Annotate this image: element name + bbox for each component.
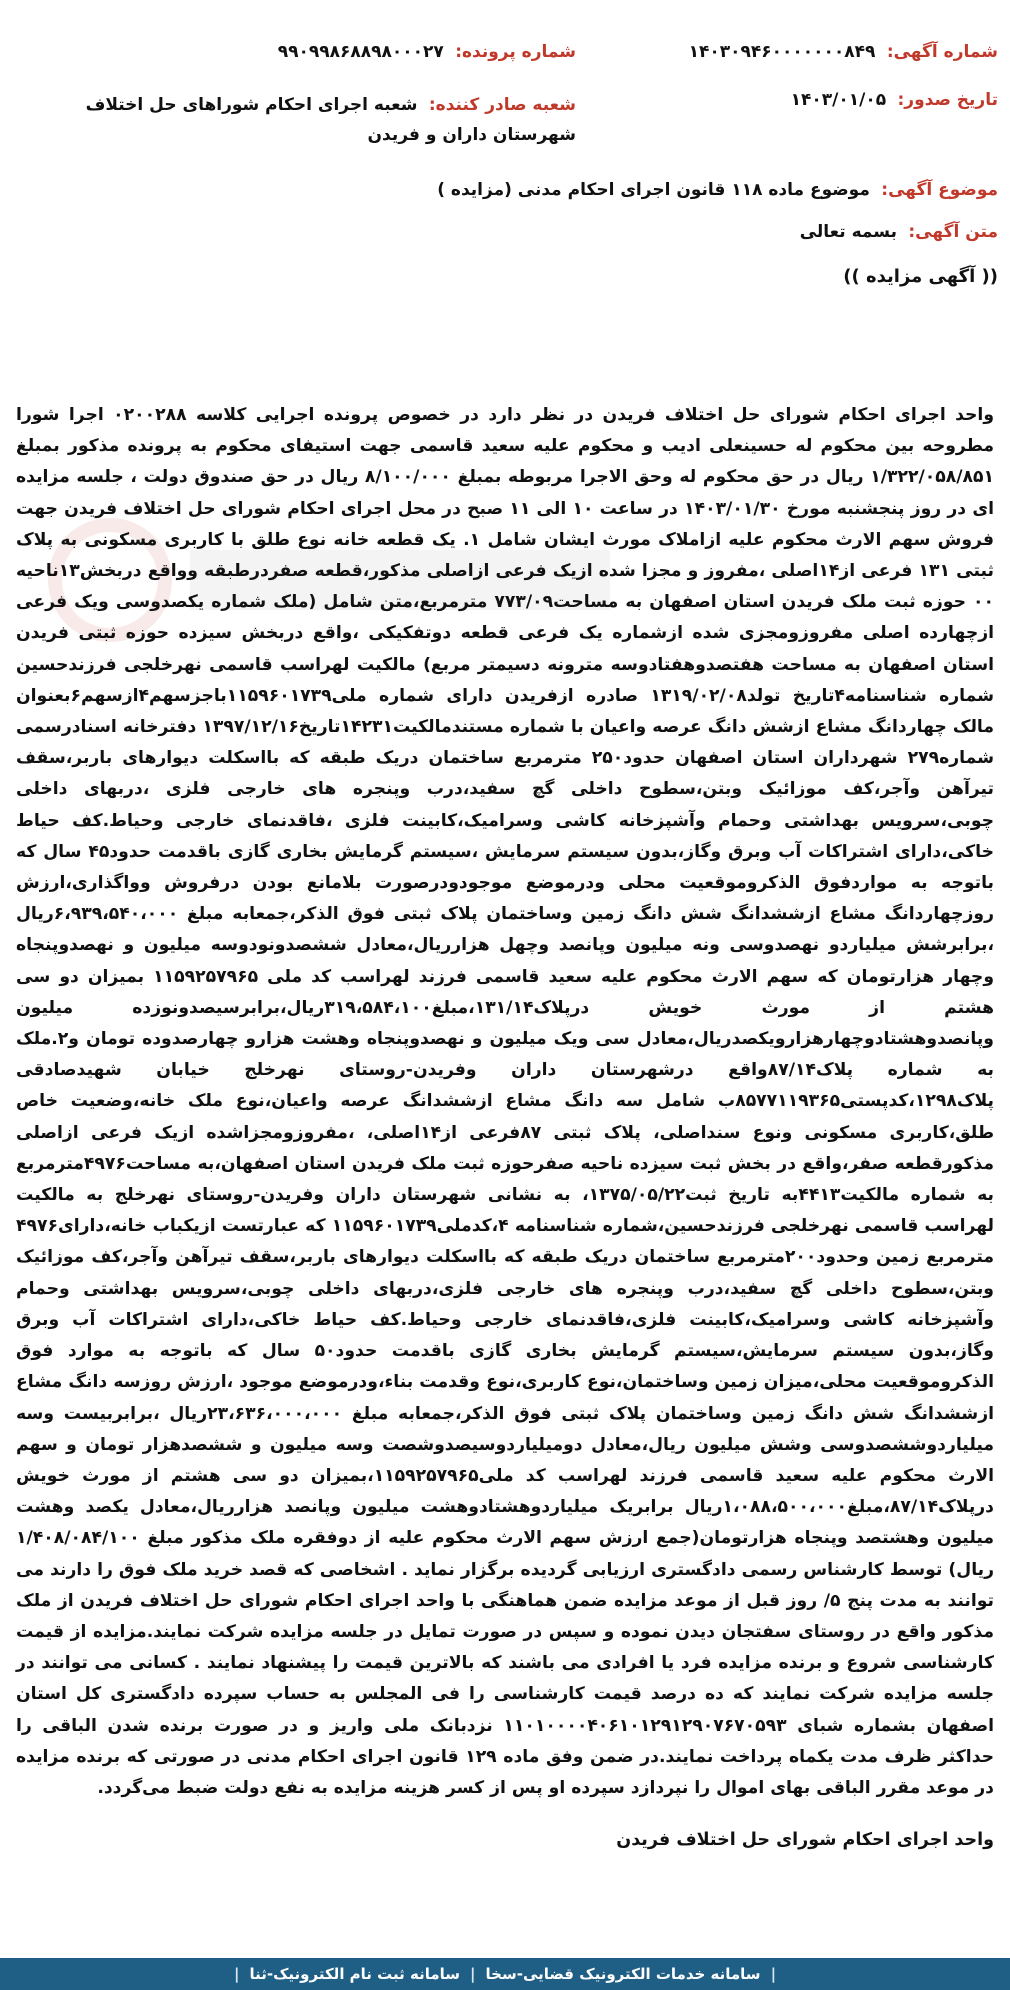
issue-date-row — [791, 90, 998, 110]
notice-body: واحد اجرای احکام شورای حل اختلاف فریدن در نظر دارد در خصوص پرونده اجرایی کلاسه ۰۲۰۰۲۸۸ اجرا شورا مطروحه بین محکوم له حسینعلی ادیب و محکوم علیه سعید قاسمی جهت استیفای محکوم به پرونده مذکور بمبلغ ۱/۳۲۲/۰۵۸/۸۵۱ ریال در حق محکوم له وحق الاجرا مربوطه بمبلغ ۸/۱۰۰/۰۰۰ ریال در حق صندوق دولت ، جلسه مزایده ای در روز پنجشنبه مورخ ۱۴۰۳/۰۱/۳۰ در ساعت ۱۰ الی ۱۱ صبح در محل اجرای احکام شورای حل اختلاف فریدن جهت فروش سهم الارث محکوم علیه ازاملاک مورث ایشان شامل ۱. یک قطعه خانه نوع طلق با کاربری مسکونی به پلاک ثبتی ۱۳۱ فرعی از۱۴اصلی ،مفروز و مجزا شده ازیک فرعی ازاصلی مذکور،قطعه صفردرطبقه وواقع دربخش۱۳ناحیه ۰۰ حوزه ثبت ملک فریدن استان اصفهان به مساحت۷۷۳/۰۹ مترمربع،متن شامل (ملک شماره یکصدوسی ویک فرعی ازچهارده اصلی مفروزومجزی شده ازشماره یک فرعی قطعه دوتفکیکی ،واقع دربخش سیزده حوزه ثبتی فریدن استان اصفهان به مساحت هفتصدوهفتادوسه مترونه دسیمتر مربع) مالکیت لهراسب قاسمی نهرخلجی فرزندحسین شماره شناسنامه۴تاریخ تولد۱۳۱۹/۰۲/۰۸ صادره ازفریدن دارای شماره ملی۱۱۵۹۶۰۱۷۳۹باجزسهم۴ازسهم۶بعنوان مالک چهاردانگ مشاع ازشش دانگ عرصه واعیان با شماره مستندمالکیت۱۴۲۳۱تاریخ۱۳۹۷/۱۲/۱۶ دفترخانه اسنادرسمی شماره۲۷۹ شهرداران استان اصفهان حدود۲۵۰ مترمربع ساختمان دریک طبقه که بااسکلت دیوارهای باربر،سقف تیرآهن وآجر،کف موزائیک وبتن،سطوح داخلی گچ سفید،درب وپنجره های خارجی فلزی ،دربهای داخلی چوبی،سرویس بهداشتی وحمام وآشپزخانه کاشی وسرامیک،کابینت فلزی ،فاقدنمای خارجی وحیاط.کف حیاط خاکی،دارای اشتراکات آب وبرق وگاز،بدون سیستم سرمایش ،سیستم گرمایش بخاری گازی باقدمت حدود۴۵ سال که باتوجه به مواردفوق الذکروموقعیت محلی ودرموضع موجودودرصورت بلامانع بودن درفروش وواگذاری،ارزش روزچهاردانگ مشاع ازششدانگ شش دانگ زمین وساختمان پلاک ثبتی فوق الذکر،جمعابه مبلغ ۶،۹۳۹،۵۴۰،۰۰۰ریال ،برابرشش میلیاردو نهصدوسی ونه میلیون وپانصد وچهل هزارریال،معادل ششصدونودوسه میلیون و نهصدوپنجاه وچهار هزارتومان که سهم الارث محکوم علیه سعید قاسمی فرزند لهراسب کد ملی ۱۱۵۹۲۵۷۹۶۵ بمیزان دو سی هشتم از مورث خویش درپلاک۱۳۱/۱۴،مبلغ۳۱۹،۵۸۴،۱۰۰ریال،برابرسیصدونوزده میلیون وپانصدوهشتادوچهارهزارویکصدریال،معادل سی ویک میلیون و نهصدوپنجاه وهشت هزارو چهارصدوده تومان و۲.ملک به شماره پلاک۸۷/۱۴واقع درشهرستان داران وفریدن-روستای نهرخلج خیابان شهیدصادقی پلاک۱۲۹۸،کدپستی۸۵۷۷۱۱۹۳۶۵ب شامل سه دانگ مشاع ازششدانگ عرصه واعیان،نوع ملک خانه،وضعیت خاص طلق،کاربری مسکونی ونوع سنداصلی، پلاک ثبتی ۸۷فرعی از۱۴اصلی، ،مفروزومجزاشده ازیک فرعی ازاصلی مذکورقطعه صفر،واقع در بخش ثبت سیزده ناحیه صفرحوزه ثبت ملک فریدن استان اصفهان،به مساحت۴۹۷۶مترمربع به شماره مالکیت۴۴۱۳به تاریخ ثبت۱۳۷۵/۰۵/۲۲، به نشانی شهرستان داران وفریدن-روستای نهرخلج به مالکیت لهراسب قاسمی نهرخلجی فرزندحسین،شماره شناسنامه ۴،کدملی۱۱۵۹۶۰۱۷۳۹ که عبارتست ازیکباب خانه،دارای۴۹۷۶ مترمربع زمین وحدود۲۰۰مترمربع ساختمان دریک طبقه که بااسکلت دیوارهای باربر،سقف تیرآهن وآجر،کف موزائیک وبتن،سطوح داخلی گچ سفید،درب وپنجره های خارجی فلزی،دربهای داخلی چوبی،سرویس بهداشتی وحمام وآشپزخانه کاشی وسرامیک،کابینت فلزی،فاقدنمای خارجی وحیاط.کف حیاط خاکی،دارای اشتراکات آب وبرق وگاز،بدون سیستم سرمایش،سیستم گرمایش بخاری گازی باقدمت حدود۵۰ سال که باتوجه به موارد فوق الذکروموقعیت محلی،میزان زمین وساختمان،نوع کاربری،نوع وقدمت بناء،ودرموضع موجود ،ارزش روزسه دانگ مشاع ازششدانگ شش دانگ زمین وساختمان پلاک ثبتی فوق الذکر،جمعابه مبلغ ۲۳،۶۳۶،۰۰۰،۰۰۰ریال ،برابربیست وسه میلیاردوششصدوسی وشش میلیون ریال،معادل دومیلیاردوسیصدوشصت وسه میلیون و ششصدهزار تومان و سهم الارث محکوم علیه سعید قاسمی فرزند لهراسب کد ملی۱۱۵۹۲۵۷۹۶۵،بمیزان دو سی هشتم از مورث خویش درپلاک۸۷/۱۴،مبلغ۱،۰۸۸،۵۰۰،۰۰۰ریال برابریک میلیاردوهشتادوهشت میلیون وپانصد هزارریال،معادل یکصد وهشت میلیون وهشتصد وپنجاه هزارتومان(جمع ارزش سهم الارث محکوم علیه از دوفقره ملک مذکور مبلغ ۱/۴۰۸/۰۸۴/۱۰۰ ریال) توسط کارشناس رسمی دادگستری ارزیابی گردیده برگزار نماید . اشخاصی که قصد خرید ملک فوق را دارند می توانند به مدت پنج ۵/ روز قبل از موعد مزایده ضمن هماهنگی با واحد اجرای احکام شورای حل اختلاف فریدن از ملک مذکور واقع در روستای سفتجان دیدن نموده و سپس در صورت تمایل در جلسه مزایده شرکت نمایند.مزایده از قیمت کارشناسی شروع و برنده مزایده فرد یا افرادی می باشند که بالاترین قیمت را پیشنهاد نمایند . کسانی می توانند در جلسه مزایده شرکت نمایند که ده درصد قیمت کارشناسی را فی المجلس به حساب سپرده دادگستری کل استان اصفهان بشماره شبای ۱۱۰۱۰۰۰۰۴۰۶۱۰۱۲۹۱۲۹۰۷۶۷۰۵۹۳ نزدبانک ملی واریز و در صورت برنده شدن الباقی را حداکثر ظرف مدت یکماه پرداخت نمایند.در ضمن وفق ماده ۱۲۹ قانون اجرای احکام مدنی در صورتی که برنده مزایده در موعد مقرر الباقی بهای اموال را نپردازد سپرده او پس از کسر هزینه مزایده به نفع دولت ضبط می‌گردد. — [16, 405, 995, 1798]
footer-link-sakha[interactable]: سامانه خدمات الکترونیک قضایی-سخا — [485, 1965, 761, 1983]
issuing-branch-value: شعبه اجرای احکام شوراهای حل اختلاف شهرستان داران و فریدن — [85, 95, 576, 145]
case-number-label: شماره پرونده: — [455, 42, 576, 62]
notice-text-value: بسمه تعالی — [799, 222, 897, 242]
issuing-branch-label: شعبه صادر کننده: — [428, 95, 576, 115]
notice-number-label: شماره آگهی: — [886, 42, 998, 62]
notice-text-label: متن آگهی: — [908, 222, 998, 242]
case-number-value: ۹۹۰۹۹۸۶۸۸۹۸۰۰۰۲۷ — [277, 42, 444, 62]
footer-separator: | — [470, 1965, 476, 1983]
notice-subject-row — [437, 180, 998, 200]
footer-bar — [0, 1958, 1010, 1990]
issue-date-label: تاریخ صدور: — [897, 90, 998, 110]
issuing-branch-row — [56, 90, 576, 150]
signature: واحد اجرای احکام شورای حل اختلاف فریدن — [616, 1830, 994, 1850]
issue-date-value: ۱۴۰۳/۰۱/۰۵ — [790, 90, 887, 110]
notice-number-row — [689, 42, 998, 62]
auction-title: (( آگهی مزایده )) — [843, 266, 998, 287]
notice-subject-label: موضوع آگهی: — [881, 180, 998, 200]
notice-number-value: ۱۴۰۳۰۹۴۶۰۰۰۰۰۰۰۸۴۹ — [688, 42, 876, 62]
footer-separator: | — [770, 1965, 777, 1983]
case-number-row — [278, 42, 576, 62]
notice-text-row — [800, 222, 998, 242]
footer-separator: | — [233, 1965, 240, 1983]
notice-subject-value: موضوع ماده ۱۱۸ قانون اجرای احکام مدنی (مزایده ) — [437, 180, 870, 200]
footer-link-sana[interactable]: سامانه ثبت نام الکترونیک-ثنا — [249, 1965, 461, 1983]
